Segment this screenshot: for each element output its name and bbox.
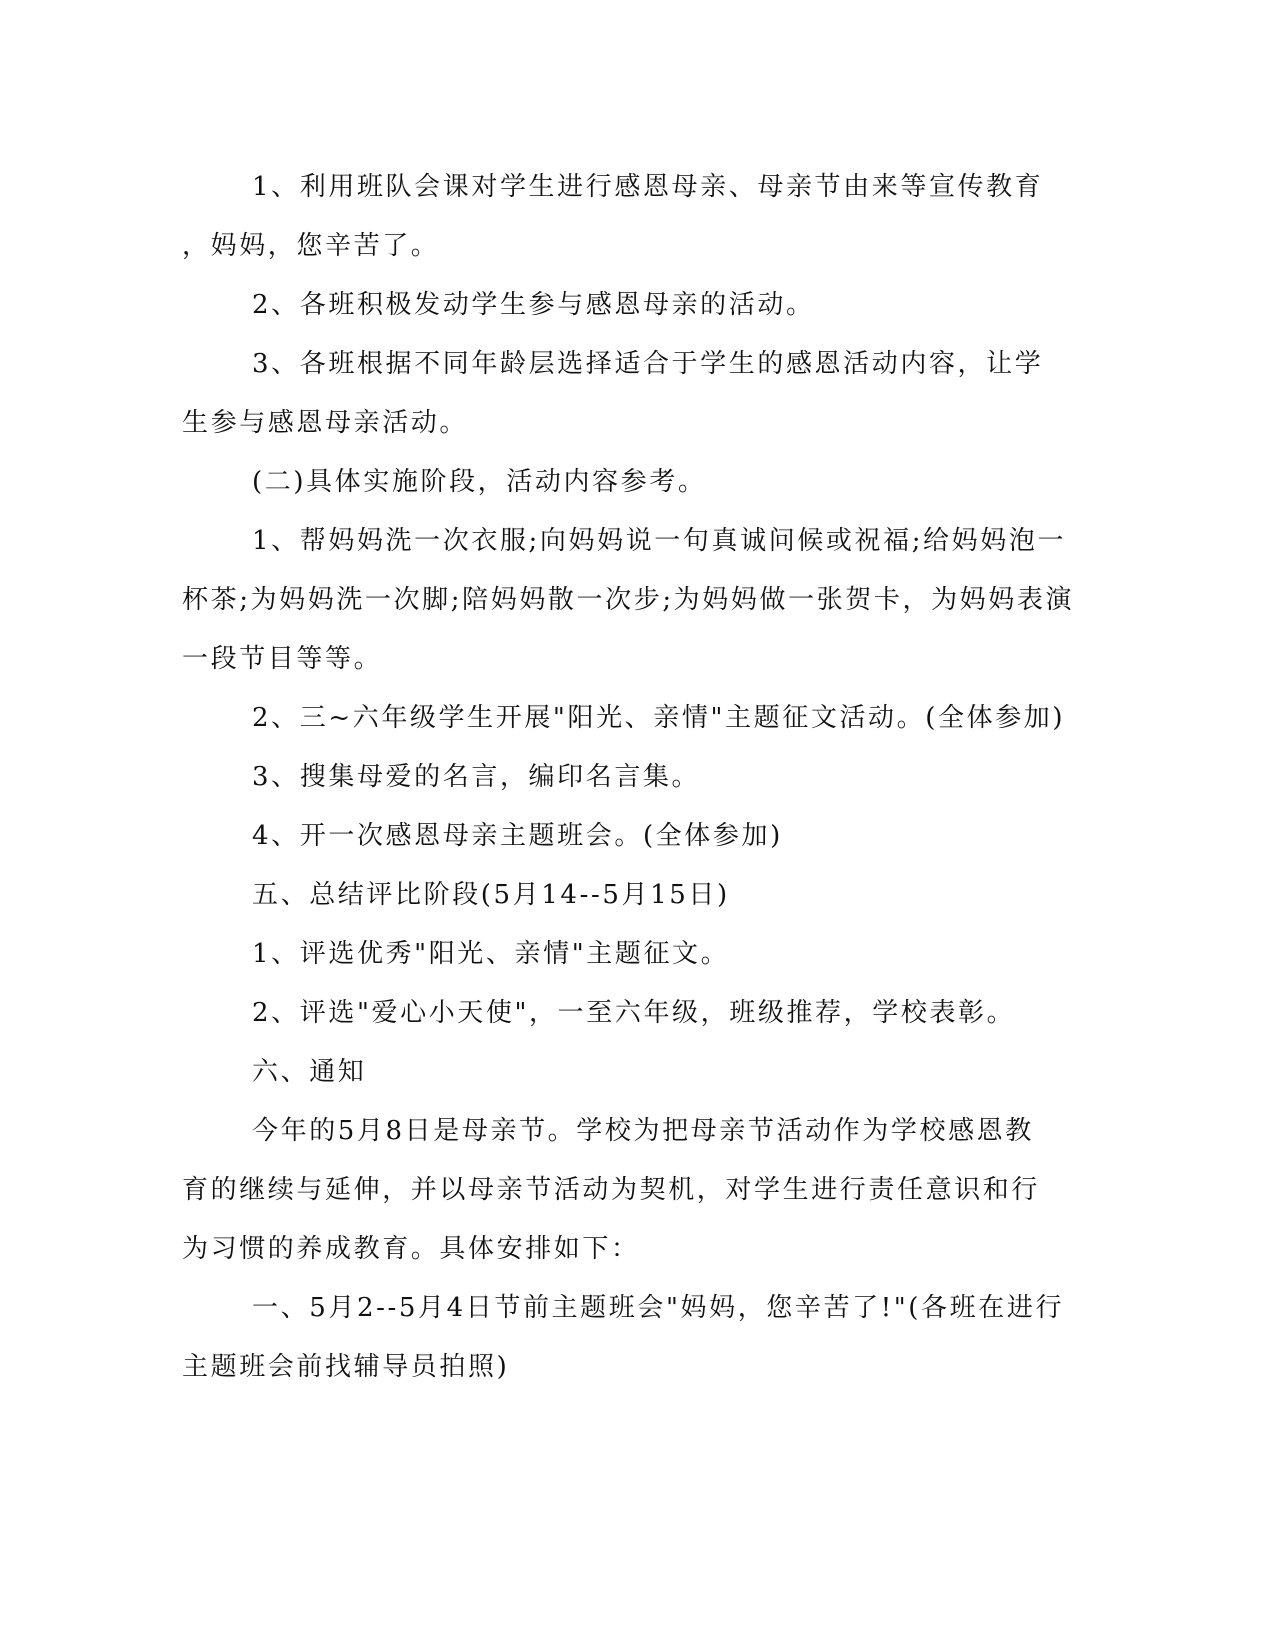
section-heading: (二)具体实施阶段，活动内容参考。 [252,467,707,497]
text-line: 今年的5月8日是母亲节。学校为把母亲节活动作为学校感恩教 [252,1116,1034,1146]
text-line: 主题班会前找辅导员拍照) [182,1352,510,1382]
section-heading: 五、总结评比阶段(5月14--5月15日) [252,880,730,910]
text-line: 2、三~六年级学生开展"阳光、亲情"主题征文活动。(全体参加) [252,703,1066,733]
text-line: 一、5月2--5月4日节前主题班会"妈妈，您辛苦了!"(各班在进行 [252,1293,1065,1323]
document-body [182,158,1075,1397]
text-line: 一段节目等等。 [182,644,383,674]
text-line: 杯茶;为妈妈洗一次脚;陪妈妈散一次步;为妈妈做一张贺卡，为妈妈表演 [182,585,1075,615]
text-line: 2、评选"爱心小天使"，一至六年级，班级推荐，学校表彰。 [252,998,1016,1028]
text-line: 3、搜集母爱的名言，编印名言集。 [252,762,701,792]
text-line: 为习惯的养成教育。具体安排如下： [182,1234,640,1264]
text-line: 育的继续与延伸，并以母亲节活动为契机，对学生进行责任意识和行 [182,1175,1041,1205]
text-line: 1、帮妈妈洗一次衣服;向妈妈说一句真诚问候或祝福;给妈妈泡一 [252,526,1067,556]
text-line: ，妈妈，您辛苦了。 [182,231,440,261]
section-heading: 六、通知 [252,1057,367,1087]
text-line: 1、评选优秀"阳光、亲情"主题征文。 [252,939,730,969]
text-line: 4、开一次感恩母亲主题班会。(全体参加) [252,821,783,851]
text-line: 生参与感恩母亲活动。 [182,408,469,438]
text-line: 1、利用班队会课对学生进行感恩母亲、母亲节由来等宣传教育 [252,172,1044,202]
text-line: 2、各班积极发动学生参与感恩母亲的活动。 [252,290,815,320]
text-line: 3、各班根据不同年龄层选择适合于学生的感恩活动内容，让学 [252,349,1044,379]
